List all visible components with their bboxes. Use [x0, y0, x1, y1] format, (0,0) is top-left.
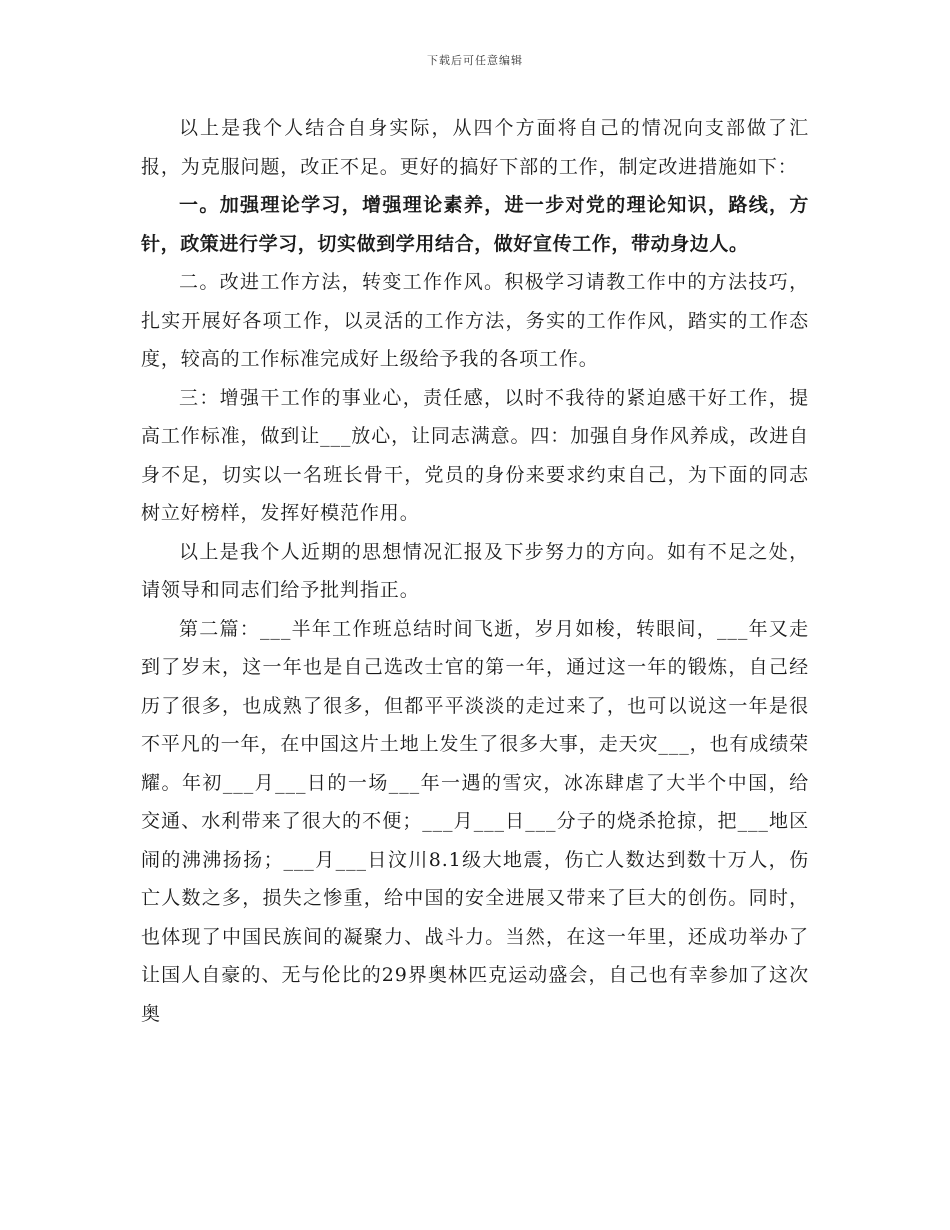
paragraph-measure-one: 一。加强理论学习，增强理论素养，进一步对党的理论知识，路线，方针，政策进行学习，切实做到学用结合，做好宣传工作，带动身边人。 — [141, 194, 809, 255]
paragraph-measure-two: 二。改进工作方法，转变工作作风。积极学习请教工作中的方法技巧，扎实开展好各项工作，以灵活的工作方法，务实的工作作风，踏实的工作态度，较高的工作标准完成好上级给予我的各项工作。 — [141, 271, 809, 370]
paragraph-conclusion: 以上是我个人近期的思想情况汇报及下步努力的方向。如有不足之处，请领导和同志们给予批判指正。 — [141, 540, 809, 601]
paragraph-measure-three-four: 三：增强干工作的事业心，责任感，以时不我待的紧迫感干好工作，提高工作标准，做到让___放心，让同志满意。四：加强自身作风养成，改进自身不足，切实以一名班长骨干，党员的身份来要求约束自己，为下面的同志树立好榜样，发挥好模范作用。 — [141, 386, 810, 524]
paragraph-intro: 以上是我个人结合自身实际，从四个方面将自己的情况向支部做了汇报，为克服问题，改正不足。更好的搞好下部的工作，制定改进措施如下： — [141, 117, 809, 178]
document-body — [141, 109, 809, 1033]
paragraph-second-article: 第二篇：___半年工作班总结时间飞逝，岁月如梭，转眼间，___年又走到了岁末，这一年也是自己选改士官的第一年，通过这一年的锻炼，自己经历了很多，也成熟了很多，但都平平淡淡的走过来了，也可以说这一年是很不平凡的一年，在中国这片土地上发生了很多大事，走天灾___，也有成绩荣耀。年初___月___日的一场___年一遇的雪灾，冰冻肆虐了大半个中国，给交通、水利带来了很大的不便；___月___日___分子的烧杀抢掠，把___地区闹的沸沸扬扬；___月___日汶川8.1级大地震，伤亡人数达到数十万人，伤亡人数之多，损失之惨重，给中国的安全进展又带来了巨大的创伤。同时，也体现了中国民族间的凝聚力、战斗力。当然，在这一年里，还成功举办了让国人自豪的、无与伦比的29界奥林匹克运动盛会，自己也有幸参加了这次奥 — [141, 617, 810, 1025]
page-header-note: 下载后可任意编辑 — [427, 54, 523, 67]
